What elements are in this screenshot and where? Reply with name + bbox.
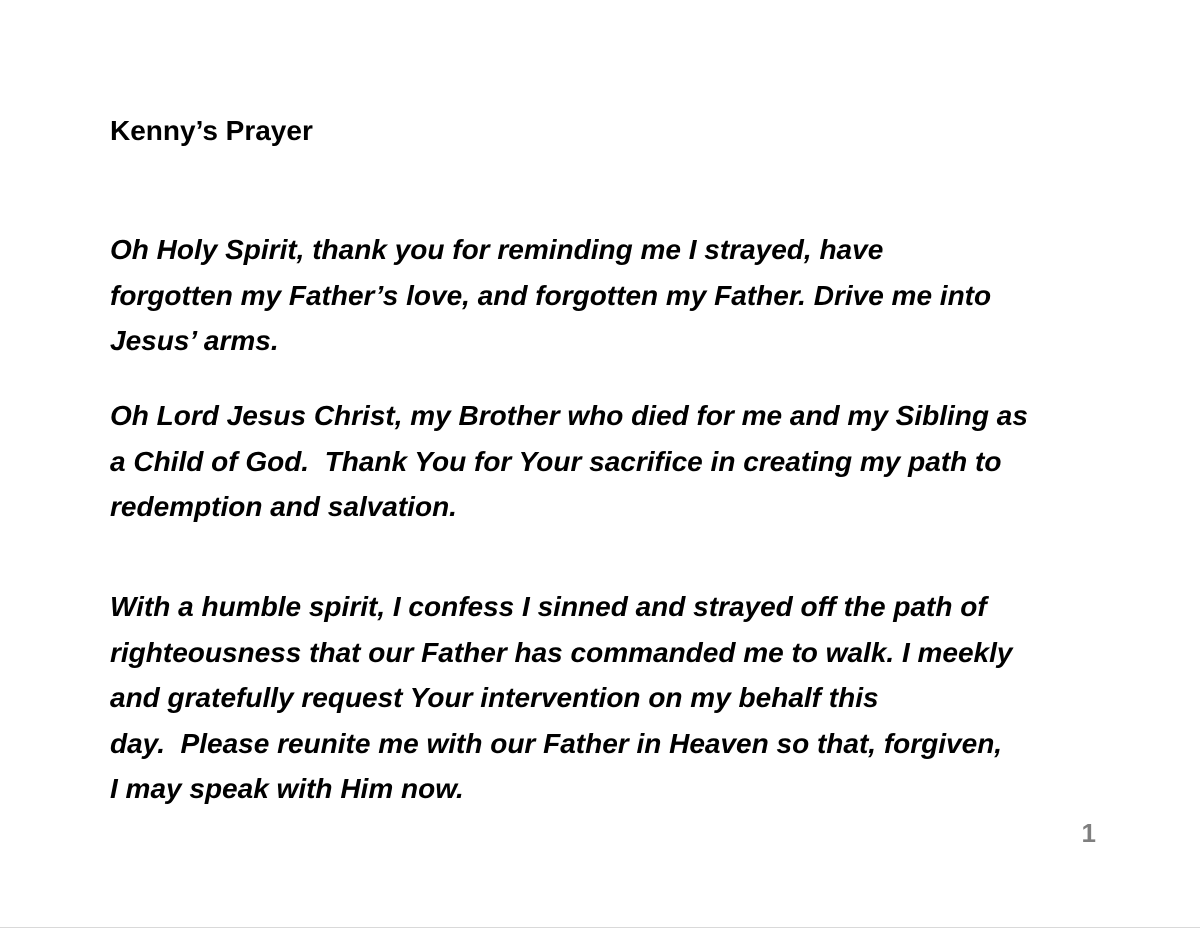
paragraph-line: redemption and salvation. <box>110 491 457 522</box>
paragraph-line: Oh Lord Jesus Christ, my Brother who died for me and my Sibling as <box>110 400 1028 431</box>
paragraph-holy-spirit <box>110 227 1110 364</box>
paragraph-line: day. Please reunite me with our Father in Heaven so that, forgiven, <box>110 727 1003 759</box>
paragraph-confession <box>110 584 1110 812</box>
paragraph-line: With a humble spirit, I confess I sinned and strayed off the path of <box>110 591 987 622</box>
paragraph-line: I may speak with Him now. <box>110 773 464 804</box>
paragraph-jesus-christ <box>110 393 1110 530</box>
paragraph-line: and gratefully request Your intervention on my behalf this <box>110 682 879 713</box>
page-bottom-divider <box>0 927 1200 928</box>
document-title: Kenny’s Prayer <box>110 115 313 146</box>
paragraph-line: a Child of God. Thank You for Your sacrifice in creating my path to <box>110 445 1002 477</box>
paragraph-line: righteousness that our Father has commanded me to walk. I meekly <box>110 636 1013 668</box>
paragraph-line: Jesus’ arms. <box>110 325 279 356</box>
paragraph-line: Oh Holy Spirit, thank you for reminding me I strayed, have <box>110 234 884 265</box>
paragraph-line: forgotten my Father’s love, and forgotten my Father. Drive me into <box>110 279 992 311</box>
page-number: 1 <box>1081 818 1096 848</box>
